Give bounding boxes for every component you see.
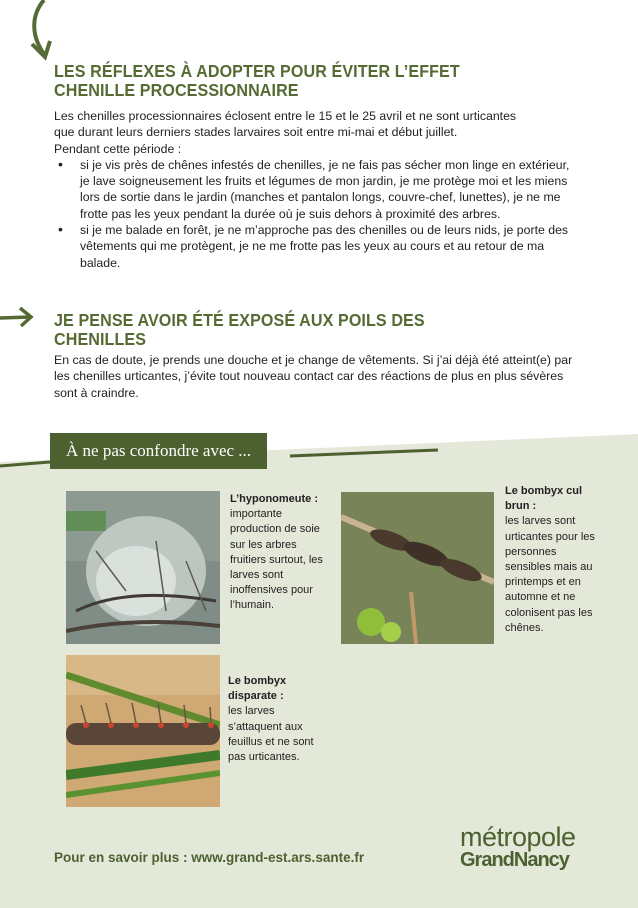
footer-link[interactable]: www.grand-est.ars.sante.fr	[191, 850, 365, 865]
caption-name: L’hyponomeute :	[230, 493, 318, 505]
logo	[460, 822, 576, 872]
bullet-list	[54, 157, 574, 271]
footer-label: Pour en savoir plus :	[54, 850, 192, 865]
intro-line: Les chenilles processionnaires éclosent entre le 15 et le 25 avril et ne sont urticantes	[54, 109, 517, 123]
section2-text: En cas de doute, je prends une douche et je change de vêtements. Si j’ai déjà été atteint(e) par les chenilles urticantes, j’évite tout nouveau contact car des réactions de plus en plus sévères sont à craindre.	[54, 353, 573, 400]
caption-desc: importante production de soie sur les arbres fruitiers surtout, les larves sont inoffensives pour l’humain.	[230, 508, 323, 612]
bombyx-disparate-photo	[66, 655, 220, 807]
list-item: • si je me balade en forêt, je ne m’approche pas des chenilles ou de leurs nids, je porte des vêtements qui me protègent, je ne me frotte pas les yeux au cours et au retour de ma balade.	[54, 222, 574, 271]
section2-title: JE PENSE AVOIR ÉTÉ EXPOSÉ AUX POILS DES CHENILLES	[54, 310, 425, 349]
curved-arrow-icon	[14, 0, 54, 62]
caption-desc: les larves s’attaquent aux feuillus et ne sont pas urticantes.	[228, 705, 314, 764]
bombyx-disparate-caption	[228, 674, 328, 765]
list-item: • si je vis près de chênes infestés de chenilles, je ne fais pas sécher mon linge en extérieur, je lave soigneusement les fruits et légumes de mon jardin, je me protège moi et les miens lors de sortie dans le jardin (manches et pantalon longs, couvre-chef, lunettes), je ne me frotte pas les yeux pendant la durée où je suis dehors à proximité des arbres.	[54, 157, 574, 222]
hyponomeute-photo	[66, 491, 220, 644]
logo-line2: GrandNancy	[460, 849, 569, 871]
arrow-right-icon	[0, 304, 36, 330]
hyponomeute-caption	[230, 492, 330, 614]
footer-info	[54, 850, 364, 865]
section1-body	[54, 108, 574, 271]
intro-line: Pendant cette période :	[54, 141, 182, 156]
caption-name: Le bombyx disparate :	[228, 675, 287, 703]
caption-name: Le bombyx cul brun :	[505, 485, 583, 513]
caption-desc: les larves sont urticantes pour les personnes sensibles mais au printemps et en automne et ne colonisent pas les chênes.	[505, 515, 595, 634]
bombyx-cul-brun-caption	[505, 484, 605, 636]
section1-title: LES RÉFLEXES À ADOPTER POUR ÉVITER L’EFFET CHENILLE PROCESSIONNAIRE	[54, 61, 460, 100]
intro-line: que durant leurs derniers stades larvaires soit entre mi-mai et début juillet.	[54, 125, 458, 140]
bombyx-cul-brun-photo	[341, 492, 494, 644]
logo-line1: métropole	[460, 822, 576, 852]
confusion-tag: À ne pas confondre avec ...	[50, 433, 267, 469]
